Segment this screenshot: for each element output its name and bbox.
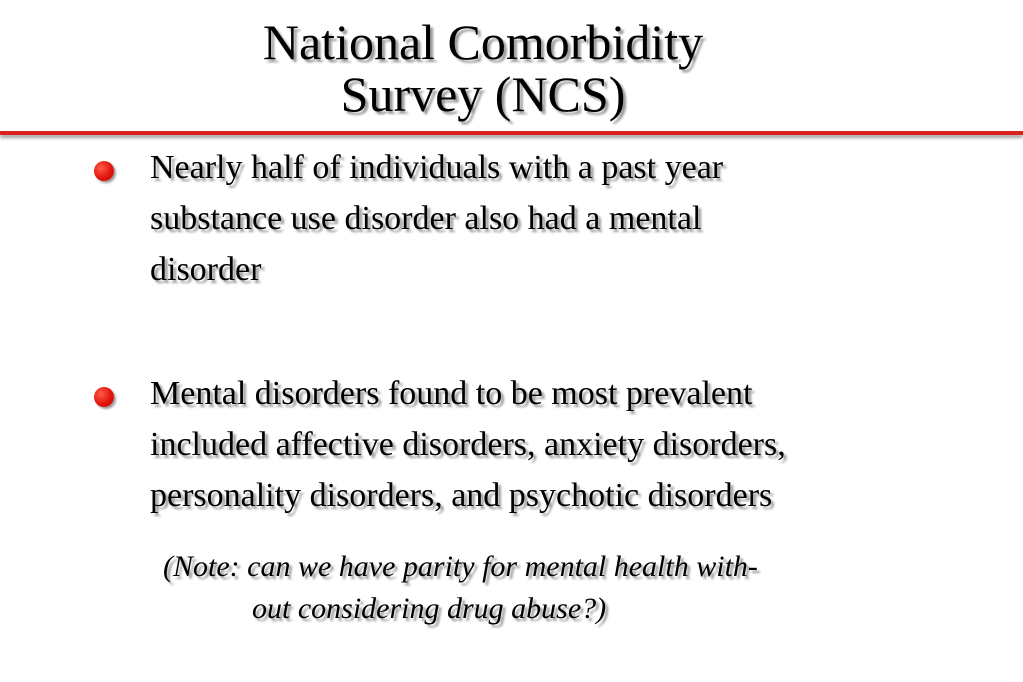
bullet-1-line-3: disorder — [150, 251, 262, 288]
bullet-2-line-3: personality disorders, and psychotic disorders — [150, 477, 773, 514]
slide-title-line-1: National Comorbidity — [262, 14, 704, 70]
slide-title-line-2: Survey (NCS) — [340, 66, 626, 122]
note-line-1: (Note: can we have parity for mental health with- — [163, 550, 758, 583]
bullet-2-line-1: Mental disorders found to be most prevalent — [150, 375, 753, 412]
bullet-2-line-2: included affective disorders, anxiety disorders, — [150, 426, 786, 463]
bullet-2-text — [150, 368, 930, 521]
bullet-2-dot-icon — [94, 387, 114, 407]
slide-title — [0, 16, 966, 120]
bullet-1-text — [150, 142, 930, 295]
bullet-1-line-1: Nearly half of individuals with a past year — [150, 149, 724, 186]
note-line-2: out considering drug abuse?) — [252, 592, 607, 625]
bullet-1-line-2: substance use disorder also had a mental — [150, 200, 702, 237]
title-divider — [0, 131, 1023, 135]
bullet-1-dot-icon — [94, 161, 114, 181]
